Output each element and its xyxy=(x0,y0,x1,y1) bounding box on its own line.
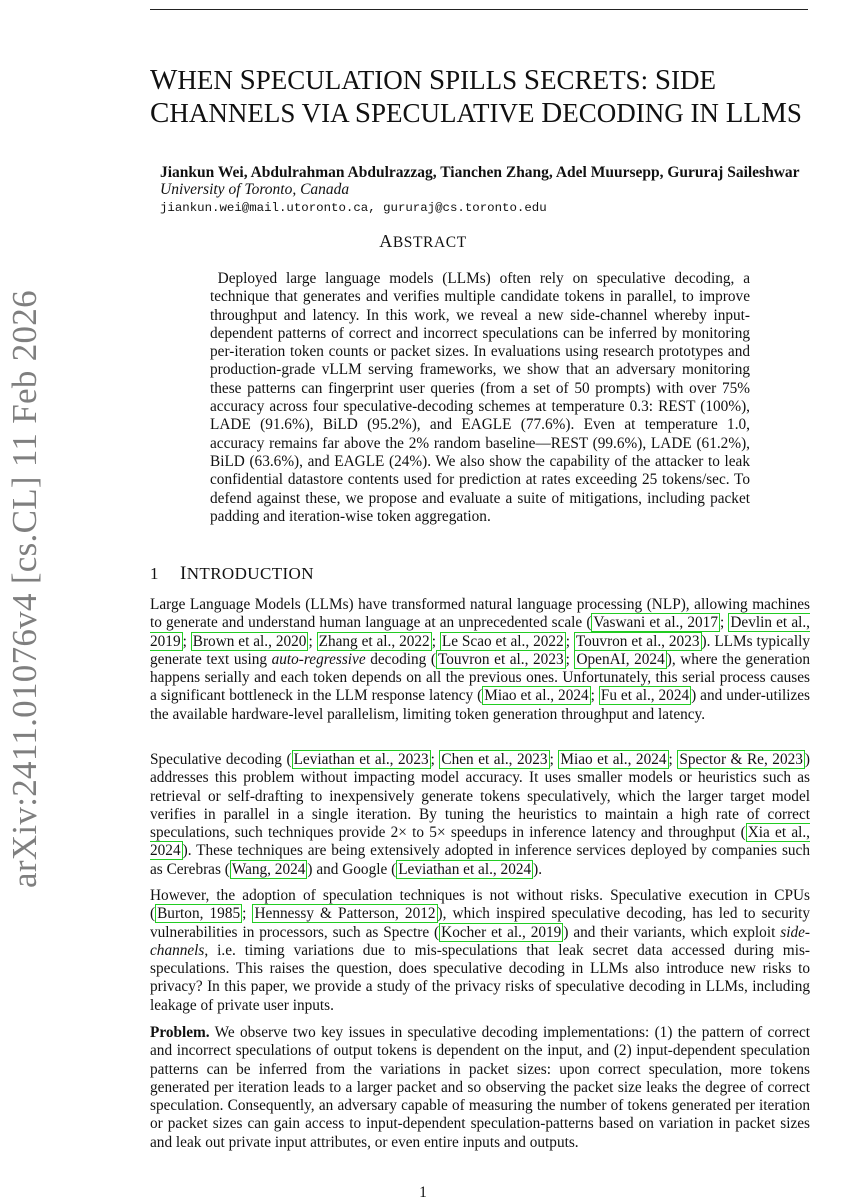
body-text: ) and their variants, which exploit xyxy=(563,923,781,941)
citation-link[interactable]: Miao et al., 2024 xyxy=(484,687,589,705)
title-word-initial: S xyxy=(239,64,256,96)
citation-link[interactable]: Vaswani et al., 2017 xyxy=(593,614,718,632)
body-text: ; xyxy=(430,751,440,768)
section-title-rest: NTRODUCTION xyxy=(186,564,314,583)
title-word-rest: PILLS xyxy=(445,65,524,95)
problem-paragraph xyxy=(150,1024,810,1152)
citation-link[interactable]: Devlin et al., 2019 xyxy=(150,614,811,650)
body-text: ) addresses this problem without impacting model accuracy. It uses smaller models or heuristics such as retrieval or self-drafting to inexpensively generate tokens speculatively, which the larger target model verifies in parallel in a single iteration. By tuning the heuristics to maintain a high rate of correct speculations, such techniques provide 2× to 5× speedups in inference latency and throughput ( xyxy=(150,751,811,842)
body-text: Large Language Models (LLMs) have transformed natural language processing (NLP), allowing machines to generate and understand human language at an unprecedented scale ( xyxy=(150,596,810,632)
title-word-initial: C xyxy=(150,97,170,129)
body-text: ; xyxy=(308,632,317,650)
title-word-rest: ECODING IN xyxy=(562,98,726,128)
title-word-initial: S xyxy=(354,97,371,129)
citation-link[interactable]: Spector & Re, 2023 xyxy=(679,751,803,768)
citation-link[interactable]: Le Scao et al., 2022 xyxy=(441,632,564,650)
abstract-heading-rest: BSTRACT xyxy=(392,234,467,251)
body-text: ; xyxy=(590,687,599,705)
paper-title xyxy=(150,64,840,130)
body-text: Speculative decoding ( xyxy=(150,751,292,768)
body-text: ), which inspired speculative decoding, has led to security vulnerabilities in processors, such as Spectre ( xyxy=(150,905,811,941)
citation-link[interactable]: Leviathan et al., 2024 xyxy=(398,860,532,878)
citation-link[interactable]: Xia et al., 2024 xyxy=(150,824,811,860)
body-text: ). These techniques are being extensively adopted in inference services deployed by companies such as Cerebras ( xyxy=(150,842,810,878)
intro-paragraph-3 xyxy=(150,887,810,1015)
body-text: However, the adoption of speculation techniques is not without risks. Speculative execution in CPUs ( xyxy=(150,887,810,923)
title-word-initial: S xyxy=(654,64,671,96)
body-text: ) and Google ( xyxy=(307,860,397,878)
title-word-rest: PECULATIVE xyxy=(371,98,542,128)
body-text: ; xyxy=(182,632,191,650)
emphasized-term: side-channels xyxy=(150,923,810,959)
citation-link[interactable]: Burton, 1985 xyxy=(157,905,241,923)
section-number: 1 xyxy=(150,564,159,583)
author-list: Jiankun Wei, Abdulrahman Abdulrazzag, Tianchen Zhang, Adel Muursepp, Gururaj Saileshwar xyxy=(160,164,800,181)
abstract-heading xyxy=(0,231,846,252)
citation-link[interactable]: Leviathan et al., 2023 xyxy=(293,751,429,768)
section-heading-introduction xyxy=(150,563,314,585)
citation-link[interactable]: Brown et al., 2020 xyxy=(192,632,307,650)
emphasized-term: auto-regressive xyxy=(271,650,366,668)
abstract-heading-initial: A xyxy=(379,231,393,251)
citation-link[interactable]: OpenAI, 2024 xyxy=(576,650,665,668)
body-text: ). xyxy=(533,860,543,878)
citation-link[interactable]: Hennessy & Patterson, 2012 xyxy=(254,905,436,923)
body-text: ; xyxy=(431,632,440,650)
title-word-rest: HEN xyxy=(177,65,240,95)
title-word-initial: S xyxy=(429,64,446,96)
affiliation: University of Toronto, Canada xyxy=(160,181,350,198)
citation-link[interactable]: Zhang et al., 2022 xyxy=(318,632,430,650)
title-word-rest: ECRETS: xyxy=(540,65,655,95)
paragraph-run-in-heading: Problem. xyxy=(150,1024,210,1041)
intro-paragraph-1 xyxy=(150,596,810,724)
title-word-rest: IDE xyxy=(670,65,716,95)
citation-link[interactable]: Wang, 2024 xyxy=(231,860,306,878)
title-word-initial: D xyxy=(541,97,563,129)
body-text: We observe two key issues in speculative decoding implementations: (1) the pattern of correct and incorrect speculations of output tokens is dependent on the input, and (2) input-dependent speculation patterns can be inferred from the variations in packet sizes: upon correct speculation, more tokens generated per iteration leads to a larger packet and so observing the packet size leaks the degree of correct speculation. Consequently, an adversary capable of measuring the number of tokens generated per iteration or packet sizes can gain access to input-dependent speculation-patterns based on variation in packet sizes and leak out private input attributes, or even entire inputs and outputs. xyxy=(150,1024,810,1151)
contact-emails[interactable]: jiankun.wei@mail.utoronto.ca, gururaj@cs.toronto.edu xyxy=(160,201,547,215)
title-word-rest: HANNELS VIA xyxy=(169,98,355,128)
body-text: ; xyxy=(565,650,575,668)
title-line-1 xyxy=(150,64,840,97)
header-rule xyxy=(150,9,808,10)
citation-link[interactable]: Touvron et al., 2023 xyxy=(575,632,700,650)
title-word-initial: LLM xyxy=(725,97,787,129)
body-text: ; xyxy=(719,614,729,632)
arxiv-identifier: arXiv:2411.01076v4 [cs.CL] 11 Feb 2026 xyxy=(5,290,44,888)
citation-link[interactable]: Miao et al., 2024 xyxy=(560,751,667,768)
title-word-initial: W xyxy=(150,64,178,96)
body-text: ). LLMs typically generate text using xyxy=(150,632,810,668)
body-text: ; xyxy=(668,751,678,768)
body-text: ; xyxy=(565,632,574,650)
citation-link[interactable]: Chen et al., 2023 xyxy=(441,751,548,768)
title-word-rest: S xyxy=(786,98,802,128)
abstract-text: Deployed large language models (LLMs) often rely on speculative decoding, a technique that generates and verifies multiple candidate tokens in parallel, to improve throughput and latency. In this work, we reveal a new side-channel whereby input-dependent patterns of correct and incorrect speculations can be inferred by monitoring per-iteration token counts or packet sizes. In evaluations using research prototypes and production-grade vLLM serving frameworks, we show that an adversary monitoring these patterns can fingerprint user queries (from a set of 50 prompts) with over 75% accuracy across four speculative-decoding schemes at temperature 0.3: REST (100%), LADE (91.6%), BiLD (95.2%), and EAGLE (77.6%). Even at temperature 1.0, accuracy remains far above the 2% random baseline—REST (99.6%), LADE (61.2%), BiLD (63.6%), and EAGLE (24%). We also show the capability of the attacker to leak confidential datastore contents used for prediction at rates exceeding 25 tokens/sec. To defend against these, we propose and evaluate a suite of mitigations, including packet padding and iteration-wise token aggregation. xyxy=(210,270,750,525)
title-line-2 xyxy=(150,97,840,130)
citation-link[interactable]: Fu et al., 2024 xyxy=(600,687,690,705)
title-word-rest: PECULATION xyxy=(255,65,430,95)
section-title-initial: I xyxy=(180,563,187,584)
body-text: , i.e. timing variations due to mis-speculations that leak secret data accessed during mis-speculations. This raises the question, does speculative decoding in LLMs also introduce new risks to privacy? In this paper, we provide a study of the privacy risks of speculative decoding in LLMs, including leakage of private user inputs. xyxy=(150,941,810,1014)
citation-link[interactable]: Kocher et al., 2019 xyxy=(441,923,562,941)
title-word-initial: S xyxy=(523,64,541,96)
page-number: 1 xyxy=(419,1184,427,1201)
body-text: ), where the generation happens serially and each token depends on all the previous ones. Unfortunately, this serial process causes a significant bottleneck in the LLM response latency ( xyxy=(150,650,810,705)
body-text: decoding ( xyxy=(365,650,436,668)
body-text: ; xyxy=(549,751,559,768)
body-text: ) and under-utilizes the available hardware-level parallelism, limiting token generation throughput and latency. xyxy=(150,687,810,723)
body-text: ; xyxy=(242,905,253,923)
intro-paragraph-2 xyxy=(150,751,810,879)
citation-link[interactable]: Touvron et al., 2023 xyxy=(437,650,564,668)
